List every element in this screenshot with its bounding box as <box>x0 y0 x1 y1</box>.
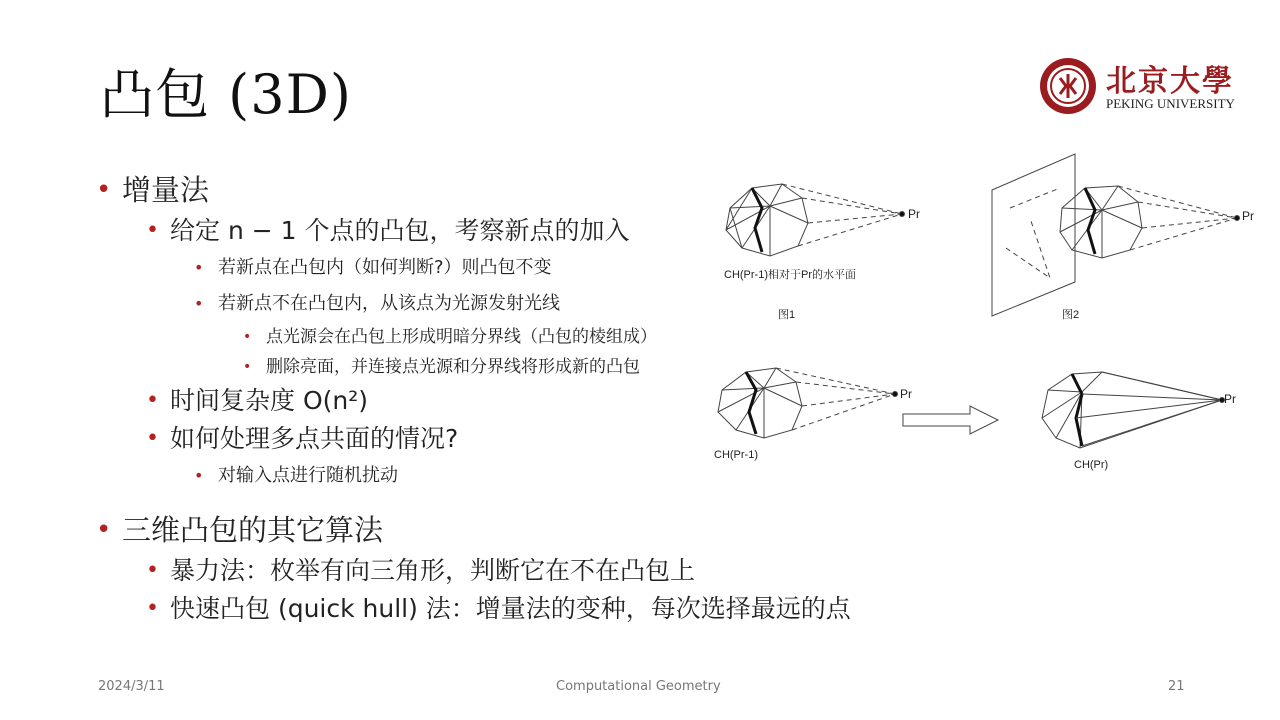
figure3-caption: CH(Pr-1) <box>714 449 758 461</box>
university-logo <box>1038 56 1238 116</box>
figure1-hull <box>726 184 902 256</box>
bullet-quick-hull: • 快速凸包 (quick hull) 法：增量法的变种，每次选择最远的点 <box>146 594 851 623</box>
figure2-label: 图2 <box>1062 309 1080 321</box>
figure1-label: 图1 <box>778 309 796 321</box>
bullet-horizon: • 点光源会在凸包上形成明暗分界线（凸包的棱组成） <box>243 327 657 347</box>
slide-title: 凸包 (3D) <box>100 63 352 126</box>
bullet-outside-case: • 若新点不在凸包内，从该点为光源发射光线 <box>194 293 560 314</box>
bullet-incremental: • 增量法 <box>96 173 210 207</box>
bullet-delete-faces: • 删除亮面，并连接点光源和分界线将形成新的凸包 <box>243 357 640 377</box>
hull-figures <box>700 148 1260 488</box>
point-label-fig3: Pr <box>900 387 912 401</box>
university-seal-icon <box>1038 56 1098 116</box>
figure2-hull <box>992 154 1237 316</box>
bullet-coplanar: • 如何处理多点共面的情况? <box>146 424 459 453</box>
figure4-hull <box>1042 372 1222 448</box>
figure1-caption: CH(Pr-1)相对于Pr的水平面 <box>724 269 856 281</box>
bullet-other-algorithms: • 三维凸包的其它算法 <box>96 513 384 547</box>
transform-arrow-icon <box>903 406 998 434</box>
figure4-caption: CH(Pr) <box>1074 459 1109 471</box>
point-label-fig1: Pr <box>908 207 920 221</box>
figure3-hull <box>718 368 895 438</box>
footer-course: Computational Geometry <box>556 679 721 694</box>
footer-page-number: 21 <box>1168 679 1185 694</box>
footer-date: 2024/3/11 <box>98 679 165 694</box>
logo-english-name: PEKING UNIVERSITY <box>1106 96 1235 111</box>
point-label-fig4: Pr <box>1224 392 1236 406</box>
bullet-perturb: • 对输入点进行随机扰动 <box>194 465 398 486</box>
convex-hull-diagram <box>700 148 1260 488</box>
logo-chinese-name: 北京大學 <box>1106 64 1234 99</box>
bullet-inside-case: • 若新点在凸包内（如何判断?）则凸包不变 <box>194 257 552 278</box>
bullet-given-hull: • 给定 n − 1 个点的凸包，考察新点的加入 <box>146 216 630 245</box>
point-label-fig2: Pr <box>1242 209 1254 223</box>
bullet-brute-force: • 暴力法：枚举有向三角形，判断它在不在凸包上 <box>146 556 696 585</box>
bullet-complexity: • 时间复杂度 O(n²) <box>146 386 368 415</box>
